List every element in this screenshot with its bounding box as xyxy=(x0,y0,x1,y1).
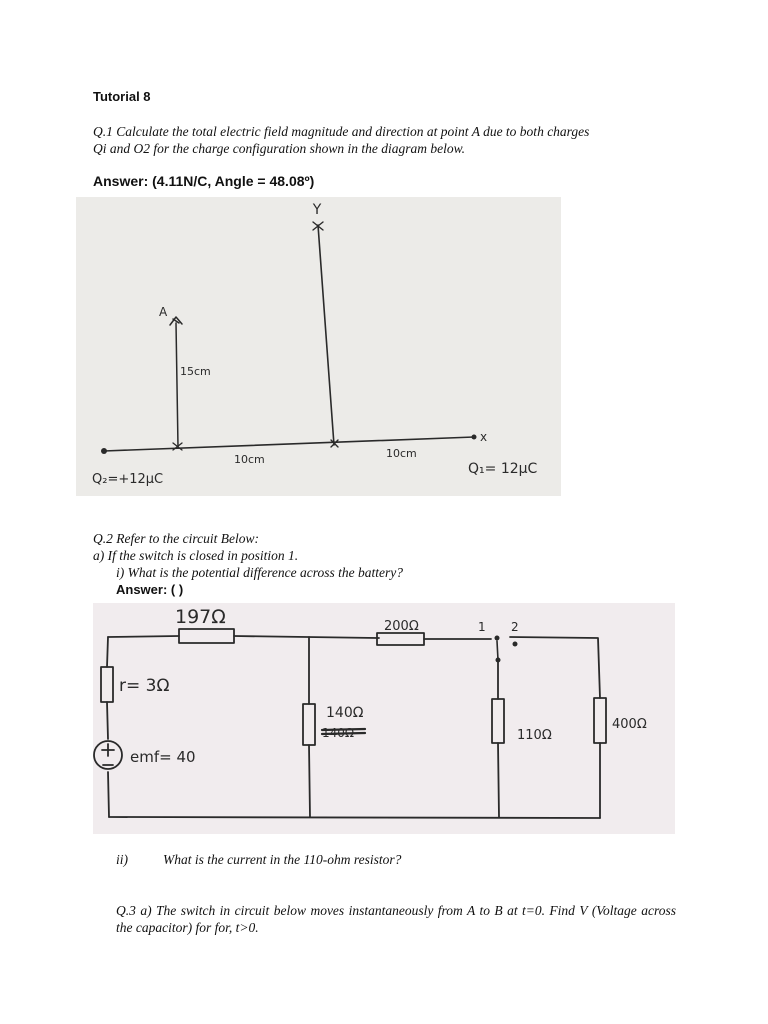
dist-left-10cm-label: 10cm xyxy=(234,453,265,466)
q1-text-line1: Q.1 Calculate the total electric field magnitude and direction at point A due to both charges xyxy=(93,124,590,139)
q2-charge-label: Q₂=+12μC xyxy=(92,472,164,487)
y-axis-label: Y xyxy=(312,202,322,218)
q2-answer: Answer: ( ) xyxy=(116,582,184,597)
switch-contact-1[interactable] xyxy=(495,636,500,641)
label-switch-1: 1 xyxy=(478,620,486,634)
q2-part-ii-text: What is the current in the 110-ohm resistor? xyxy=(163,852,402,867)
switch-arm[interactable] xyxy=(497,641,498,660)
x-axis-label: x xyxy=(480,430,488,444)
q2-part-i: i) What is the potential difference across the battery? xyxy=(116,565,403,580)
q1-diagram-photo xyxy=(76,197,561,496)
label-emf: emf= 40 xyxy=(130,748,196,766)
q2-part-a: a) If the switch is closed in position 1. xyxy=(93,548,299,563)
q1-answer: Answer: (4.11N/C, Angle = 48.08º) xyxy=(93,173,315,189)
label-110: 110Ω xyxy=(517,728,552,743)
label-internal-r: r= 3Ω xyxy=(119,676,170,696)
label-200: 200Ω xyxy=(384,619,419,634)
q2-circuit-photo xyxy=(93,603,675,834)
q1-text-line2: Qi and O2 for the charge configuration shown in the diagram below. xyxy=(93,141,465,156)
dist-right-10cm-label: 10cm xyxy=(386,447,417,460)
dist-15cm-label: 15cm xyxy=(180,365,211,378)
q2-part-ii-number: ii) xyxy=(116,852,128,867)
q2-charge-dot xyxy=(101,448,107,454)
q1-charge-dot xyxy=(472,435,477,440)
q2-intro: Q.2 Refer to the circuit Below: xyxy=(93,531,259,546)
label-140-crossed: 140Ω xyxy=(322,726,355,740)
page-title: Tutorial 8 xyxy=(93,89,151,104)
label-400: 400Ω xyxy=(612,717,647,732)
q3-text: Q.3 a) The switch in circuit below moves instantaneously from A to B at t=0. Find V (Voltage across the capacitor) for for, t>0. xyxy=(116,903,676,935)
label-switch-2: 2 xyxy=(511,620,519,634)
switch-contact-2[interactable] xyxy=(513,642,518,647)
point-a-label: A xyxy=(159,305,168,319)
label-140: 140Ω xyxy=(326,705,364,721)
q1-charge-label: Q₁= 12μC xyxy=(468,461,538,477)
label-197: 197Ω xyxy=(175,606,226,628)
